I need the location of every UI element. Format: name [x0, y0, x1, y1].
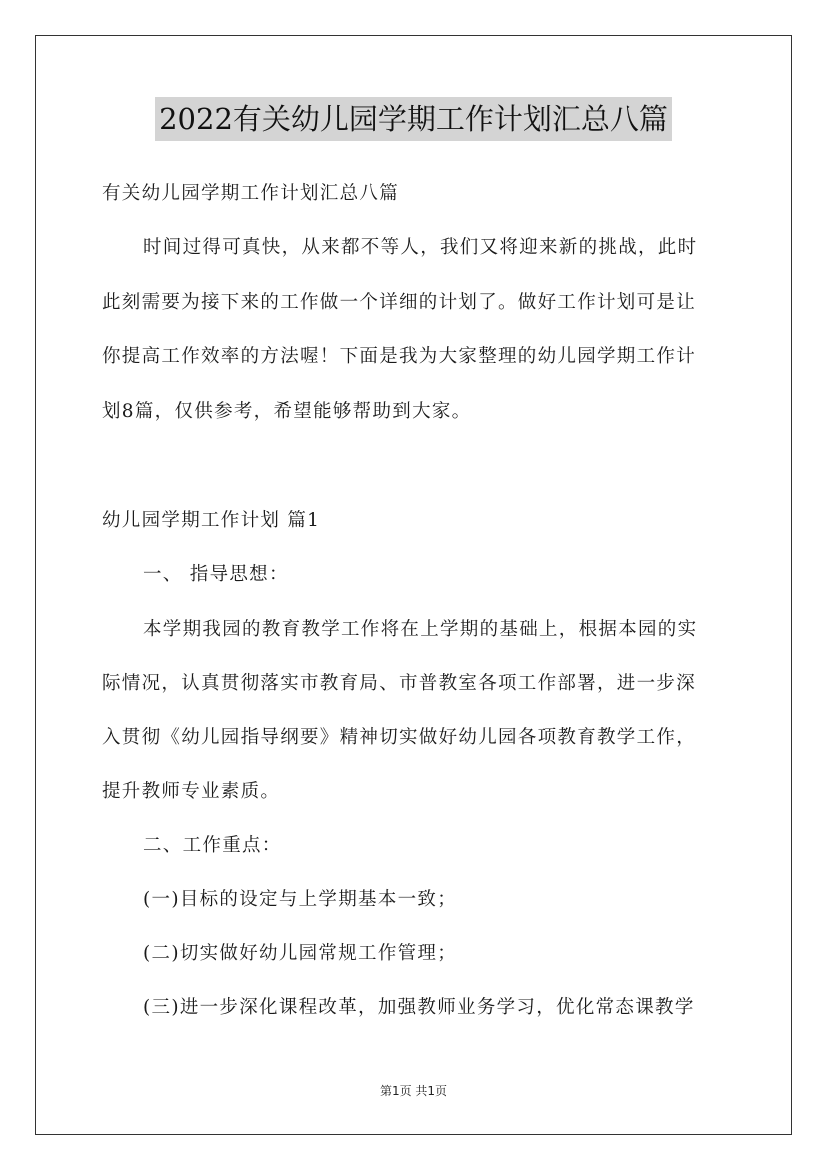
list-item: (三)进一步深化课程改革，加强教师业务学习，优化常态课教学 — [143, 997, 695, 1018]
paragraph-line: 入贯彻《幼儿园指导纲要》精神切实做好幼儿园各项教育教学工作， — [102, 727, 697, 748]
list-item: (二)切实做好幼儿园常规工作管理； — [143, 943, 458, 964]
section-heading: 幼儿园学期工作计划 篇1 — [102, 510, 321, 531]
paragraph-line: 划8篇，仅供参考，希望能够帮助到大家。 — [102, 401, 472, 422]
paragraph-line: 你提高工作效率的方法喔！下面是我为大家整理的幼儿园学期工作计 — [102, 346, 697, 367]
paragraph-line: 际情况，认真贯彻落实市教育局、市普教室各项工作部署，进一步深 — [102, 673, 697, 694]
subsection-heading: 二、工作重点： — [143, 835, 282, 856]
page-footer: 第1页 共1页 — [379, 1084, 448, 1098]
subsection-heading: 一、 指导思想： — [143, 564, 289, 585]
list-item: (一)目标的设定与上学期基本一致； — [143, 889, 458, 910]
paragraph-line: 此刻需要为接下来的工作做一个详细的计划了。做好工作计划可是让 — [102, 292, 697, 313]
document-title: 2022有关幼儿园学期工作计划汇总八篇 — [155, 97, 672, 141]
subtitle-line: 有关幼儿园学期工作计划汇总八篇 — [102, 183, 400, 204]
paragraph-line: 时间过得可真快，从来都不等人，我们又将迎来新的挑战，此时 — [143, 237, 698, 258]
paragraph-line: 提升教师专业素质。 — [102, 781, 281, 802]
paragraph-line: 本学期我园的教育教学工作将在上学期的基础上，根据本园的实 — [143, 619, 698, 640]
title-container — [0, 97, 827, 141]
